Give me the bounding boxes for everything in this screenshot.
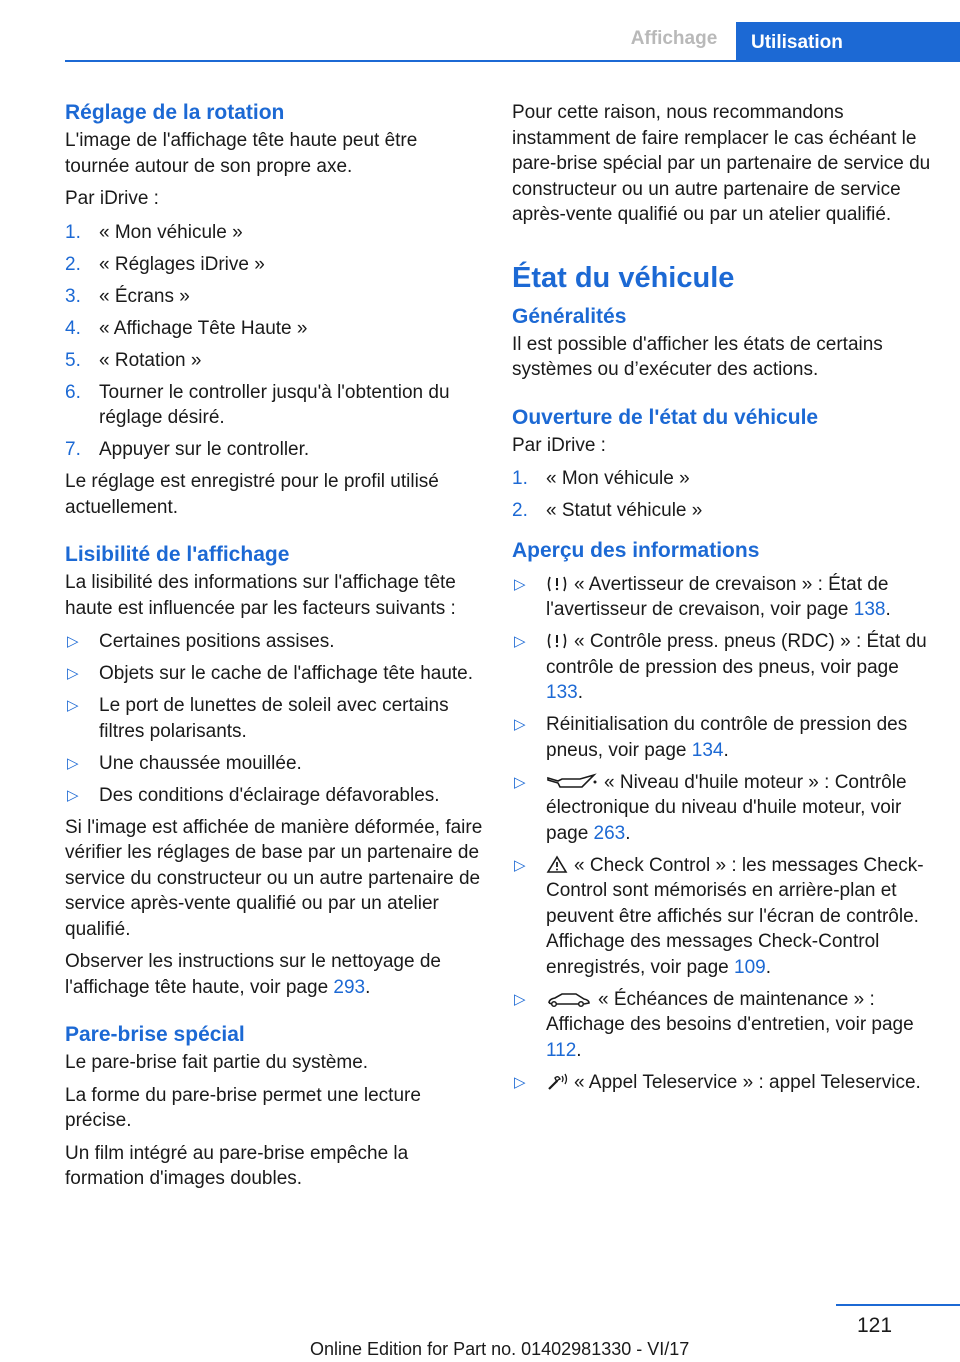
windshield-p4: Pour cette raison, nous recommandons instamment de faire remplacer le cas échéant le pare-brise spécial par un partenaire de service du constructeur ou un autre partenaire de service après-vente qualifié ou par un atelier qualifié. [512, 102, 931, 225]
car-service-icon [546, 992, 592, 1008]
step-text: « Statut véhicule » [546, 500, 703, 521]
left-column [65, 100, 485, 1192]
item-text: Le port de lunettes de soleil avec certains filtres polarisants. [99, 695, 449, 742]
step-text: « Écrans » [99, 285, 190, 307]
step-number: 2. [65, 253, 81, 275]
rotation-via: Par iDrive : [65, 188, 159, 209]
list-item [65, 661, 485, 687]
step-number: 1. [512, 468, 528, 489]
section-tab: Affichage [630, 28, 718, 49]
step-number: 1. [65, 221, 81, 243]
bullet-triangle-icon: ▷ [67, 697, 79, 714]
rotation-steps [65, 220, 485, 463]
step-number: 5. [65, 349, 81, 371]
list-item [512, 770, 932, 847]
list-item [512, 629, 932, 706]
step-text: « Mon véhicule » [99, 221, 243, 243]
item-end: . [576, 1039, 582, 1061]
item-text: Des conditions d'éclairage défavorables. [99, 784, 440, 806]
step-number: 3. [65, 285, 81, 307]
visibility-heading: Lisibilité de l'affichage [65, 543, 290, 566]
edition-footer: Online Edition for Part no. 01402981330 - VI/17 [310, 1339, 690, 1359]
visibility-factors [65, 629, 485, 808]
windshield-p2: La forme du pare-brise permet une lecture précise. [65, 1084, 421, 1131]
page-link[interactable]: 293 [333, 976, 366, 998]
item-end: . [885, 599, 891, 620]
windshield-p1: Le pare-brise fait partie du système. [65, 1052, 369, 1073]
step-text: Appuyer sur le controller. [99, 439, 310, 460]
item-text: Réinitialisation du contrôle de pression des pneus, voir page [546, 714, 908, 761]
tire-warning-icon [546, 575, 568, 593]
item-end: . [625, 822, 631, 844]
item-text: « Avertisseur de crevaison » : État de l'avertisseur de crevaison, voir page [546, 573, 889, 620]
item-text: « Échéances de maintenance » : Affichage des besoins d'entretien, voir page [546, 988, 914, 1035]
step-text: « Affichage Tête Haute » [99, 317, 308, 339]
list-item [65, 252, 485, 278]
list-item [65, 380, 485, 431]
visibility-intro: La lisibilité des informations sur l'affichage tête haute est influencée par les facteurs suivants : [65, 572, 456, 619]
ref-end: . [365, 976, 371, 998]
list-item [65, 316, 485, 342]
right-column [512, 100, 932, 1102]
list-item [512, 498, 932, 524]
list-item [65, 783, 485, 809]
list-item [65, 348, 485, 374]
item-text: « Contrôle press. pneus (RDC) » : État du contrôle de pression des pneus, voir page [546, 631, 927, 678]
item-text: Objets sur le cache de l'affichage tête haute. [99, 663, 474, 684]
step-number: 2. [512, 500, 528, 521]
open-state-steps [512, 466, 932, 524]
item-text: « Check Control » : les messages Check-Control sont mémorisés en arrière-plan et peuvent être affichés sur l'écran de contrôle. Affichage des messages Check-Control enregistrés, voir page [546, 854, 924, 978]
bullet-triangle-icon: ▷ [514, 856, 526, 874]
bullet-triangle-icon: ▷ [67, 754, 79, 772]
general-text: Il est possible d'afficher les états de certains systèmes ou d’exécuter des actions. [512, 333, 883, 380]
bullet-triangle-icon: ▷ [514, 990, 526, 1008]
list-item [65, 629, 485, 655]
step-number: 4. [65, 317, 81, 339]
warning-triangle-icon [546, 855, 568, 874]
header-rule [65, 60, 960, 62]
bullet-triangle-icon: ▷ [514, 773, 526, 791]
page-link[interactable]: 109 [734, 956, 766, 978]
bullet-triangle-icon: ▷ [514, 633, 526, 650]
list-item [65, 751, 485, 777]
ref-text: Observer les instructions sur le nettoyage de l'affichage tête haute, voir page [65, 951, 441, 998]
list-item [512, 572, 932, 623]
chapter-tab: Utilisation [736, 22, 960, 61]
open-state-via: Par iDrive : [512, 434, 606, 456]
bullet-triangle-icon: ▷ [67, 665, 79, 682]
bullet-triangle-icon: ▷ [67, 633, 79, 650]
windshield-p3: Un film intégré au pare-brise empêche la formation d'images doubles. [65, 1142, 409, 1189]
list-item [512, 1070, 932, 1096]
wrench-phone-icon [546, 1073, 568, 1091]
footer-rule [836, 1304, 960, 1306]
list-item [512, 987, 932, 1064]
cleaning-reference [65, 949, 485, 1000]
tire-pressure-icon [546, 632, 568, 650]
bullet-triangle-icon: ▷ [514, 716, 526, 733]
list-item [65, 220, 485, 246]
item-text: Une chaussée mouillée. [99, 752, 302, 774]
open-state-heading: Ouverture de l'état du véhicule [512, 405, 819, 429]
list-item [512, 853, 932, 981]
oil-can-icon [546, 773, 598, 791]
windshield-heading: Pare-brise spécial [65, 1023, 245, 1046]
bullet-triangle-icon: ▷ [514, 1073, 526, 1091]
rotation-intro: L'image de l'affichage tête haute peut être tournée autour de son propre axe. [65, 130, 418, 177]
list-item [512, 466, 932, 492]
page-link[interactable]: 138 [853, 599, 886, 620]
page-link[interactable]: 134 [691, 739, 724, 761]
item-end: . [723, 739, 729, 761]
page-link[interactable]: 263 [593, 822, 626, 844]
list-item [512, 712, 932, 763]
item-end: . [765, 956, 771, 978]
list-item [65, 284, 485, 310]
item-text: Certaines positions assises. [99, 631, 335, 652]
step-text: Tourner le controller jusqu'à l'obtention du réglage désiré. [99, 381, 450, 428]
bullet-triangle-icon: ▷ [67, 786, 79, 804]
step-text: « Rotation » [99, 349, 202, 371]
step-text: « Mon véhicule » [546, 468, 690, 489]
page-link[interactable]: 133 [546, 682, 578, 703]
page-number: 121 [857, 1314, 893, 1337]
list-item [65, 693, 485, 744]
list-item [65, 437, 485, 463]
general-heading: Généralités [512, 304, 627, 328]
rotation-note: Le réglage est enregistré pour le profil utilisé actuellement. [65, 471, 439, 518]
item-end: . [577, 682, 583, 703]
item-text: « Appel Teleservice » : appel Teleservice. [574, 1071, 921, 1093]
rotation-heading: Réglage de la rotation [65, 101, 285, 124]
step-text: « Réglages iDrive » [99, 253, 265, 275]
visibility-para: Si l'image est affichée de manière déformée, faire vérifier les réglages de base par un partenaire de service du constructeur ou un autre partenaire de service après-vente qualifié ou par un atelier qualifié. [65, 816, 483, 940]
overview-heading: Aperçu des informations [512, 538, 760, 562]
step-number: 6. [65, 381, 81, 403]
page-link[interactable]: 112 [546, 1039, 577, 1061]
bullet-triangle-icon: ▷ [514, 575, 526, 593]
item-text: « Niveau d'huile moteur » : Contrôle électronique du niveau d'huile moteur, voir page [546, 771, 907, 844]
step-number: 7. [65, 439, 81, 460]
info-list [512, 572, 932, 1096]
page-header [0, 0, 960, 62]
vehicle-state-heading: État du véhicule [512, 261, 735, 294]
